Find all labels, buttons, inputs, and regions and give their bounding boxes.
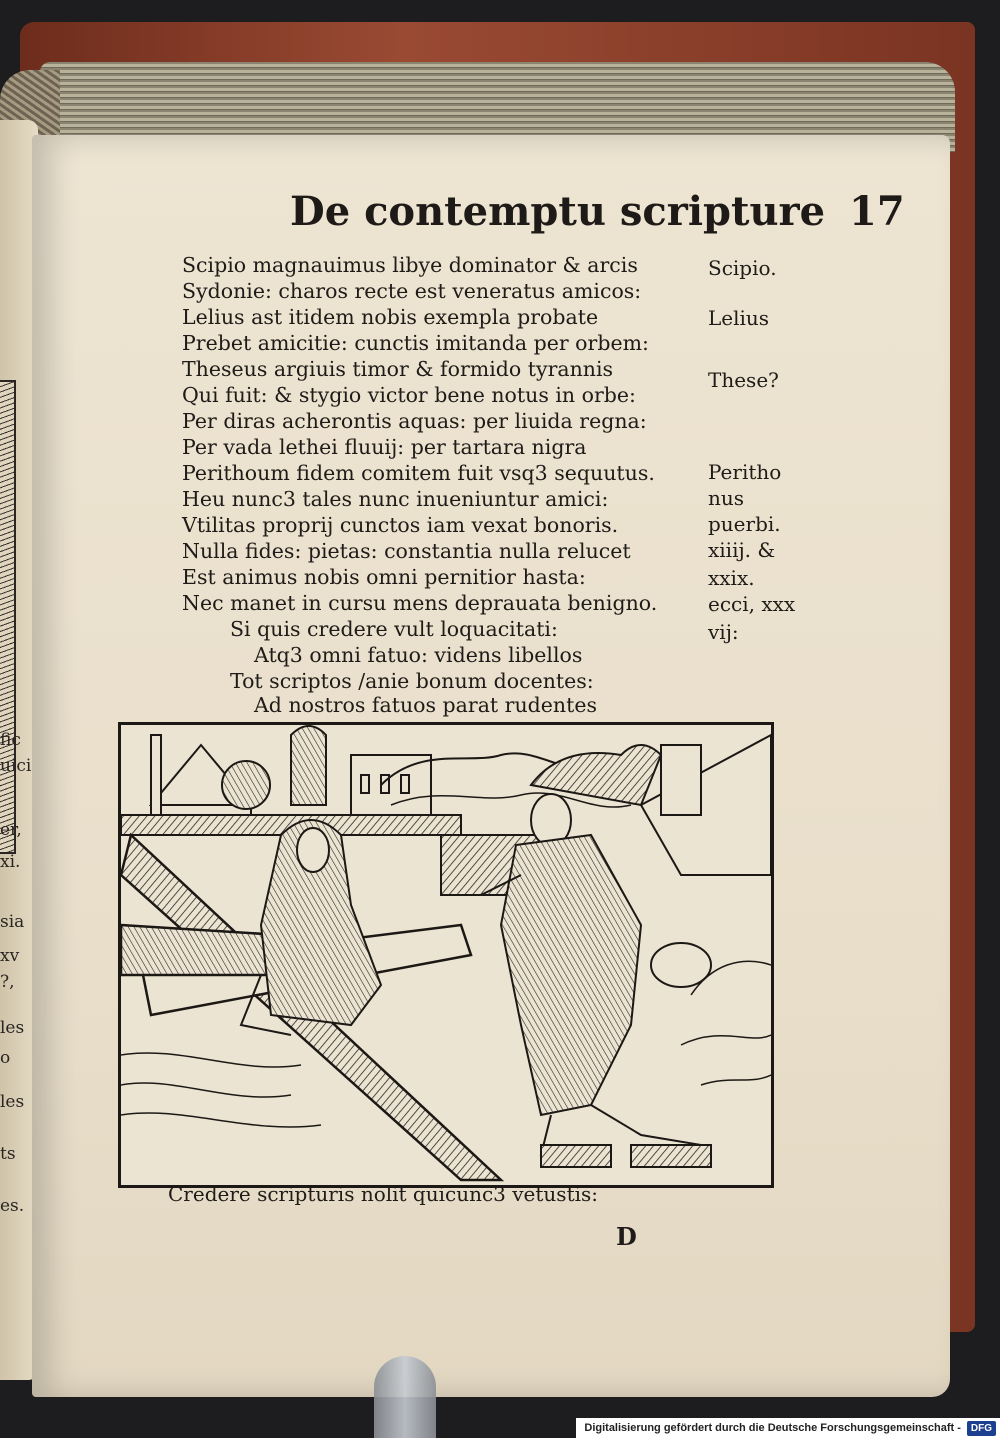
- verse-line: Qui fuit: & stygio victor bene notus in orbe:: [182, 383, 636, 407]
- left-fragment: o: [0, 1048, 11, 1068]
- verse-line: Vtilitas proprij cunctos iam vexat bonoris.: [182, 513, 619, 537]
- left-fragment: uici: [0, 756, 32, 776]
- woodcut-illustration: [118, 722, 774, 1188]
- verse-line: Sydonie: charos recte est veneratus amicos:: [182, 279, 642, 303]
- dfg-logo: DFG: [967, 1421, 996, 1436]
- page-holder-clip: [374, 1356, 436, 1438]
- marginal-note: Lelius: [708, 306, 770, 330]
- verse-line: Lelius ast itidem nobis exempla probate: [182, 305, 599, 329]
- left-fragment: ts: [0, 1144, 16, 1164]
- verse-line: Prebet amicitie: cunctis imitanda per orbem:: [182, 331, 649, 355]
- left-fragment: er,: [0, 820, 22, 840]
- marginal-note: vij:: [708, 620, 739, 644]
- stanza-line: Atq3 omni fatuo: videns libellos: [254, 643, 583, 667]
- verse-line: Theseus argiuis timor & formido tyrannis: [182, 357, 614, 381]
- marginal-note: These?: [708, 368, 779, 392]
- woodcut-caption: Credere scripturis nolit quicunc3 vetustis:: [168, 1182, 598, 1206]
- signature-mark: D: [616, 1222, 637, 1251]
- verse-line: Nulla fides: pietas: constantia nulla relucet: [182, 539, 631, 563]
- verse-line: Nec manet in cursu mens deprauata benigno.: [182, 591, 658, 615]
- town-buildings: [121, 726, 771, 895]
- verse-line: Est animus nobis omni pernitior hasta:: [182, 565, 586, 589]
- page-title: De contemptu scripture: [290, 188, 826, 235]
- verse-line: Per vada lethei fluuij: per tartara nigra: [182, 435, 587, 459]
- verse-line: Scipio magnauimus libye dominator & arcis: [182, 253, 638, 277]
- verse-line: Perithoum fidem comitem fuit vsq3 sequutus.: [182, 461, 655, 485]
- stanza-line: Ad nostros fatuos parat rudentes: [254, 693, 598, 717]
- left-fragment: ?,: [0, 972, 15, 992]
- left-fragment: les: [0, 1092, 25, 1112]
- woodcut-drawing: [121, 725, 771, 1185]
- credit-text: Digitalisierung gefördert durch die Deutsche Forschungsgemeinschaft -: [584, 1422, 961, 1434]
- left-page-woodcut-edge: [0, 380, 16, 854]
- left-fragment: xv: [0, 946, 20, 966]
- marginal-note: nus: [708, 486, 745, 510]
- marginal-note: ecci, xxx: [708, 592, 796, 616]
- left-fragment: es.: [0, 1196, 25, 1216]
- left-fragment: fic: [0, 730, 21, 750]
- stanza-line: Si quis credere vult loquacitati:: [230, 617, 558, 641]
- marginal-note: xiiij. &: [708, 538, 776, 562]
- page-header: [290, 188, 905, 235]
- marginal-note: xxix.: [708, 566, 755, 590]
- left-fragment: sia: [0, 912, 25, 932]
- marginal-note: Scipio.: [708, 256, 777, 280]
- digitization-credit: [576, 1418, 1000, 1438]
- left-fragment: xi.: [0, 852, 21, 872]
- verse-line: Per diras acherontis aquas: per liuida regna:: [182, 409, 647, 433]
- verse-line: Heu nunc3 tales nunc inueniuntur amici:: [182, 487, 609, 511]
- stanza-line: Tot scriptos /anie bonum docentes:: [230, 669, 594, 693]
- left-fragment: les: [0, 1018, 25, 1038]
- marginal-note: Peritho: [708, 460, 782, 484]
- folio-number: 17: [849, 188, 905, 235]
- marginal-note: puerbi.: [708, 512, 781, 536]
